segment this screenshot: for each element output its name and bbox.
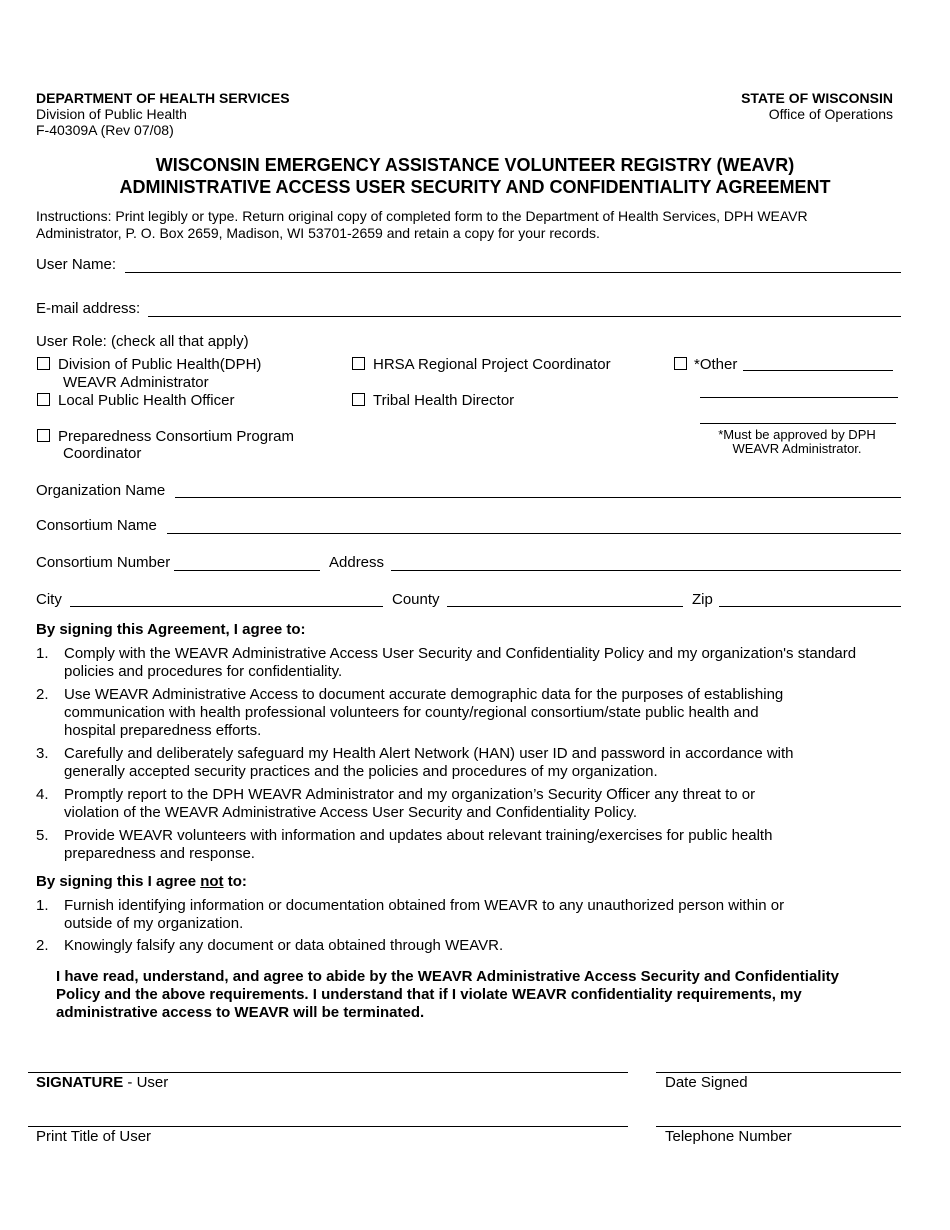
date-signed-field[interactable] <box>656 1072 901 1073</box>
agree-item-number: 3. <box>36 745 49 762</box>
other-role-field[interactable] <box>743 370 893 371</box>
form-id: F-40309A (Rev 07/08) <box>36 122 174 138</box>
approval-note-1: *Must be approved by DPH <box>718 427 876 442</box>
consortium-number-field[interactable] <box>174 570 320 571</box>
tribal-director-label: Tribal Health Director <box>373 392 515 409</box>
acknowledgement-statement <box>56 968 916 1022</box>
organization-name-label: Organization Name <box>36 482 166 499</box>
hrsa-coordinator-checkbox[interactable] <box>352 357 365 370</box>
user-name-field[interactable] <box>125 272 901 273</box>
other-role-field-3[interactable] <box>700 423 896 424</box>
agree-item-text: Promptly report to the DPH WEAVR Administrator and my organization’s Security Officer any threat to or <box>64 786 756 803</box>
not-agree-heading-pre: By signing this I agree <box>36 873 201 890</box>
statement-line: administrative access to WEAVR will be terminated. <box>56 1004 425 1021</box>
signature-label <box>36 1074 168 1092</box>
not-agree-item-text: Furnish identifying information or documentation obtained from WEAVR to any unauthorized person within or <box>64 897 785 914</box>
dph-admin-label-1: Division of Public Health(DPH) <box>58 356 262 373</box>
agree-item-number: 1. <box>36 645 49 662</box>
county-field[interactable] <box>447 606 683 607</box>
instructions-line1: Instructions: Print legibly or type. Return original copy of completed form to the Department of Health Services, DPH WEAVR <box>36 208 808 224</box>
agree-item-text: hospital preparedness efforts. <box>64 722 262 739</box>
city-label: City <box>36 591 62 608</box>
telephone-field[interactable] <box>656 1126 901 1127</box>
office-name: Office of Operations <box>768 106 893 122</box>
signature-label-bold: SIGNATURE <box>36 1074 124 1091</box>
approval-note-2: WEAVR Administrator. <box>732 441 862 456</box>
hrsa-coordinator-label: HRSA Regional Project Coordinator <box>373 356 611 373</box>
address-field[interactable] <box>391 570 901 571</box>
print-title-field[interactable] <box>28 1126 628 1127</box>
agree-item-text: generally accepted security practices and the policies and procedures of my organization. <box>64 763 658 780</box>
department-name: DEPARTMENT OF HEALTH SERVICES <box>36 90 290 106</box>
other-role-field-2[interactable] <box>700 397 898 398</box>
instructions-line2: Administrator, P. O. Box 2659, Madison, WI 53701-2659 and retain a copy for your records. <box>36 225 600 241</box>
not-agree-heading-post: to: <box>223 873 247 890</box>
agree-item-number: 5. <box>36 827 49 844</box>
page-title-line1: WISCONSIN EMERGENCY ASSISTANCE VOLUNTEER REGISTRY (WEAVR) <box>155 155 795 175</box>
tribal-director-checkbox[interactable] <box>352 393 365 406</box>
statement-line: Policy and the above requirements. I understand that if I violate WEAVR confidentiality requirements, my <box>56 986 802 1003</box>
print-title-label: Print Title of User <box>36 1128 152 1145</box>
preparedness-coordinator-label-2: Coordinator <box>63 445 142 462</box>
not-agree-heading <box>36 873 247 891</box>
address-label: Address <box>329 554 385 571</box>
dph-admin-label-2: WEAVR Administrator <box>63 374 209 391</box>
preparedness-coordinator-checkbox[interactable] <box>37 429 50 442</box>
email-field[interactable] <box>148 316 901 317</box>
user-role-label: User Role: (check all that apply) <box>36 333 249 350</box>
city-field[interactable] <box>70 606 383 607</box>
telephone-label: Telephone Number <box>665 1128 792 1145</box>
agree-item-text: Comply with the WEAVR Administrative Access User Security and Confidentiality Policy and my organization's standard <box>64 645 857 662</box>
county-label: County <box>392 591 440 608</box>
agree-item-text: preparedness and response. <box>64 845 255 862</box>
email-label: E-mail address: <box>36 300 141 317</box>
not-agree-heading-not: not <box>200 873 224 890</box>
user-name-label: User Name: <box>36 256 117 273</box>
organization-name-field[interactable] <box>175 497 901 498</box>
dph-admin-checkbox[interactable] <box>37 357 50 370</box>
not-agree-item-text: Knowingly falsify any document or data obtained through WEAVR. <box>64 937 504 954</box>
zip-label: Zip <box>692 591 713 608</box>
consortium-number-label: Consortium Number <box>36 554 171 571</box>
other-role-label: *Other <box>694 356 738 373</box>
not-agree-item-number: 2. <box>36 937 49 954</box>
page-title-line2: ADMINISTRATIVE ACCESS USER SECURITY AND CONFIDENTIALITY AGREEMENT <box>119 177 831 197</box>
local-officer-checkbox[interactable] <box>37 393 50 406</box>
signature-label-rest: - User <box>123 1074 169 1091</box>
agree-item-text: violation of the WEAVR Administrative Access User Security and Confidentiality Policy. <box>64 804 638 821</box>
agree-item-text: communication with health professional volunteers for county/regional consortium/state public health and <box>64 704 759 721</box>
division-name: Division of Public Health <box>36 106 187 122</box>
not-agree-item-number: 1. <box>36 897 49 914</box>
agree-item-number: 4. <box>36 786 49 803</box>
zip-field[interactable] <box>719 606 901 607</box>
agree-item-text: Provide WEAVR volunteers with information and updates about relevant training/exercises for public health <box>64 827 773 844</box>
local-officer-label: Local Public Health Officer <box>58 392 235 409</box>
not-agree-item-text: outside of my organization. <box>64 915 244 932</box>
agree-item-text: policies and procedures for confidentiality. <box>64 663 343 680</box>
signature-field[interactable] <box>28 1072 628 1073</box>
preparedness-coordinator-label-1: Preparedness Consortium Program <box>58 428 294 445</box>
consortium-name-field[interactable] <box>167 533 901 534</box>
date-signed-label: Date Signed <box>665 1074 748 1091</box>
agree-item-text: Carefully and deliberately safeguard my Health Alert Network (HAN) user ID and password in accordance with <box>64 745 794 762</box>
agree-item-number: 2. <box>36 686 49 703</box>
other-role-checkbox[interactable] <box>674 357 687 370</box>
state-name: STATE OF WISCONSIN <box>741 90 893 106</box>
statement-line: I have read, understand, and agree to abide by the WEAVR Administrative Access Security and Confidentiality <box>56 968 839 985</box>
agree-heading: By signing this Agreement, I agree to: <box>36 621 306 638</box>
consortium-name-label: Consortium Name <box>36 517 157 534</box>
agree-item-text: Use WEAVR Administrative Access to document accurate demographic data for the purposes of establishing <box>64 686 784 703</box>
